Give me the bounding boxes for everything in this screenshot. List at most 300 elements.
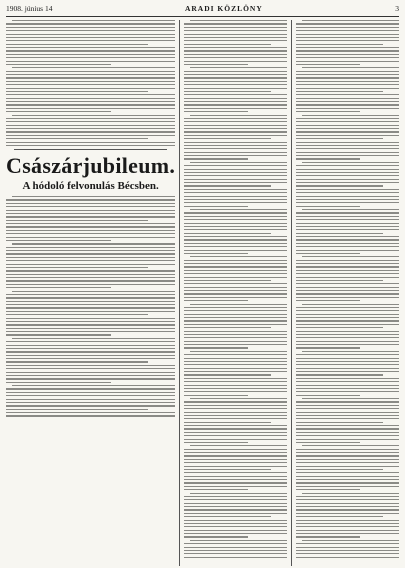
text-line <box>184 199 287 200</box>
text-line <box>302 20 399 21</box>
text-line <box>184 54 287 55</box>
text-line <box>184 44 270 45</box>
text-line <box>296 189 399 190</box>
text-line <box>6 355 175 356</box>
text-line <box>184 23 287 24</box>
text-line <box>184 155 287 156</box>
text-line <box>184 260 287 261</box>
text-line <box>184 253 248 254</box>
text-line <box>184 283 287 284</box>
text-line <box>6 328 175 329</box>
text-line <box>184 401 287 402</box>
text-line <box>184 148 287 149</box>
text-line <box>184 138 270 139</box>
text-line <box>6 351 175 352</box>
text-line <box>296 236 399 237</box>
column-left-upper-text <box>6 20 175 146</box>
text-line <box>6 372 175 373</box>
text-line <box>190 493 287 494</box>
text-line <box>184 425 287 426</box>
text-line <box>296 270 399 271</box>
text-line <box>296 391 399 392</box>
text-line <box>184 523 287 524</box>
text-line <box>296 415 399 416</box>
text-line <box>302 115 399 116</box>
text-line <box>296 250 399 251</box>
text-line <box>12 291 175 292</box>
text-line <box>184 101 287 102</box>
text-line <box>296 368 399 369</box>
text-line <box>296 172 399 173</box>
text-line <box>184 358 287 359</box>
text-line <box>296 148 399 149</box>
text-line <box>184 418 287 419</box>
text-line <box>184 287 287 288</box>
text-line <box>302 351 399 352</box>
text-line <box>296 553 399 554</box>
text-line <box>296 337 399 338</box>
text-line <box>6 388 175 389</box>
text-line <box>296 74 399 75</box>
text-line <box>302 540 399 541</box>
text-line <box>6 284 175 285</box>
text-line <box>296 185 382 186</box>
text-line <box>296 364 399 365</box>
text-line <box>6 121 175 122</box>
text-line <box>6 91 148 92</box>
text-line <box>184 98 287 99</box>
text-line <box>184 455 287 456</box>
text-line <box>296 455 399 456</box>
text-line <box>296 314 399 315</box>
text-line <box>296 405 399 406</box>
text-line <box>6 324 175 325</box>
text-line <box>6 415 175 416</box>
text-line <box>184 293 287 294</box>
text-line <box>190 304 287 305</box>
text-line <box>296 138 382 139</box>
text-line <box>184 202 287 203</box>
text-line <box>6 392 175 393</box>
text-line <box>184 391 287 392</box>
text-line <box>296 226 399 227</box>
text-line <box>184 482 287 483</box>
text-line <box>296 128 399 129</box>
text-line <box>184 452 287 453</box>
text-line <box>184 476 287 477</box>
text-line <box>296 121 399 122</box>
text-line <box>6 145 175 146</box>
text-line <box>184 226 287 227</box>
text-line <box>12 115 175 116</box>
text-line <box>184 219 287 220</box>
text-line <box>190 209 287 210</box>
text-line <box>190 398 287 399</box>
text-line <box>6 280 175 281</box>
text-line <box>296 111 360 112</box>
text-line <box>302 398 399 399</box>
text-line <box>6 334 111 335</box>
text-line <box>184 121 287 122</box>
text-line <box>6 247 175 248</box>
text-line <box>184 489 248 490</box>
text-line <box>184 270 287 271</box>
text-line <box>184 415 287 416</box>
text-line <box>296 341 399 342</box>
text-line <box>6 210 175 211</box>
text-line <box>184 74 287 75</box>
text-line <box>184 152 287 153</box>
text-line <box>184 310 287 311</box>
text-line <box>296 317 399 318</box>
text-line <box>6 203 175 204</box>
text-line <box>6 321 175 322</box>
text-line <box>184 435 287 436</box>
text-line <box>296 489 360 490</box>
text-line <box>6 318 175 319</box>
text-line <box>296 37 399 38</box>
text-line <box>296 374 382 375</box>
text-line <box>184 34 287 35</box>
text-line <box>184 327 270 328</box>
text-line <box>296 57 399 58</box>
text-line <box>296 293 399 294</box>
text-columns <box>6 20 399 566</box>
text-line <box>296 40 399 41</box>
text-line <box>6 94 175 95</box>
text-line <box>184 212 287 213</box>
text-line <box>184 550 287 551</box>
text-line <box>184 71 287 72</box>
text-line <box>6 226 175 227</box>
text-line <box>296 260 399 261</box>
text-line <box>190 115 287 116</box>
text-line <box>296 223 399 224</box>
text-line <box>296 550 399 551</box>
text-line <box>184 371 287 372</box>
text-line <box>6 250 175 251</box>
text-line <box>6 274 175 275</box>
text-line <box>6 267 148 268</box>
text-line <box>296 530 399 531</box>
text-line <box>296 135 399 136</box>
article-subheadline: A hódoló felvonulás Bécsben. <box>22 180 159 193</box>
column-right <box>296 20 399 566</box>
text-line <box>184 40 287 41</box>
text-line <box>296 557 399 558</box>
text-line <box>184 223 287 224</box>
text-line <box>184 442 248 443</box>
text-line <box>12 385 175 386</box>
text-line <box>184 320 287 321</box>
text-line <box>302 209 399 210</box>
text-line <box>184 108 287 109</box>
article-headline: Császárjubileum. <box>6 153 176 179</box>
issue-date: 1908. június 14 <box>6 4 53 13</box>
text-line <box>296 479 399 480</box>
text-line <box>296 54 399 55</box>
text-line <box>184 216 287 217</box>
text-line <box>296 523 399 524</box>
text-line <box>296 91 382 92</box>
text-line <box>184 557 287 558</box>
text-line <box>296 300 360 301</box>
text-line <box>190 256 287 257</box>
text-line <box>184 526 287 527</box>
text-line <box>296 428 399 429</box>
text-line <box>184 324 287 325</box>
text-line <box>6 314 148 315</box>
text-line <box>184 509 287 510</box>
text-line <box>184 536 248 537</box>
text-line <box>6 77 175 78</box>
text-line <box>296 506 399 507</box>
column-separator <box>291 20 292 566</box>
text-line <box>296 280 382 281</box>
text-line <box>296 246 399 247</box>
text-line <box>296 155 399 156</box>
text-line <box>6 84 175 85</box>
text-line <box>296 543 399 544</box>
text-line <box>296 219 399 220</box>
text-line <box>296 77 399 78</box>
column-separator <box>179 20 180 566</box>
text-line <box>296 216 399 217</box>
text-line <box>6 395 175 396</box>
text-line <box>296 503 399 504</box>
text-line <box>184 432 287 433</box>
text-line <box>6 37 175 38</box>
text-line <box>12 338 175 339</box>
text-line <box>184 131 287 132</box>
text-line <box>184 280 270 281</box>
text-line <box>184 37 287 38</box>
text-line <box>184 196 287 197</box>
text-line <box>296 277 399 278</box>
text-line <box>184 361 287 362</box>
text-line <box>12 67 175 68</box>
text-line <box>184 297 287 298</box>
column-left <box>6 20 175 566</box>
text-line <box>184 111 248 112</box>
text-line <box>296 476 399 477</box>
text-line <box>296 131 399 132</box>
text-line <box>184 428 287 429</box>
text-line <box>6 50 175 51</box>
text-line <box>296 422 382 423</box>
text-line <box>296 287 399 288</box>
text-line <box>296 536 360 537</box>
text-line <box>184 104 287 105</box>
text-line <box>184 364 287 365</box>
text-line <box>184 449 287 450</box>
text-line <box>296 30 399 31</box>
text-line <box>184 506 287 507</box>
text-line <box>6 216 175 217</box>
text-line <box>296 509 399 510</box>
text-line <box>296 192 399 193</box>
text-line <box>6 111 111 112</box>
text-line <box>6 375 175 376</box>
text-line <box>6 223 175 224</box>
text-line <box>296 442 360 443</box>
text-line <box>6 74 175 75</box>
column-middle <box>184 20 287 566</box>
text-line <box>296 101 399 102</box>
text-line <box>190 20 287 21</box>
text-line <box>184 94 287 95</box>
text-line <box>296 371 399 372</box>
text-line <box>6 365 175 366</box>
text-line <box>6 104 175 105</box>
text-line <box>6 220 148 221</box>
text-line <box>296 266 399 267</box>
text-line <box>296 344 399 345</box>
text-line <box>12 20 175 21</box>
text-line <box>190 540 287 541</box>
text-line <box>6 54 175 55</box>
text-line <box>6 40 175 41</box>
text-line <box>184 547 287 548</box>
text-line <box>296 290 399 291</box>
text-line <box>6 399 175 400</box>
text-line <box>6 277 175 278</box>
text-line <box>6 131 175 132</box>
text-line <box>184 239 287 240</box>
text-line <box>184 290 287 291</box>
text-line <box>6 138 148 139</box>
text-line <box>296 466 399 467</box>
text-line <box>184 331 287 332</box>
text-line <box>6 23 175 24</box>
text-line <box>296 412 399 413</box>
text-line <box>184 543 287 544</box>
text-line <box>184 405 287 406</box>
text-line <box>296 23 399 24</box>
text-line <box>184 530 287 531</box>
text-line <box>190 351 287 352</box>
text-line <box>184 317 287 318</box>
text-line <box>6 311 175 312</box>
text-line <box>296 439 399 440</box>
text-line <box>296 47 399 48</box>
text-line <box>6 64 111 65</box>
text-line <box>296 239 399 240</box>
text-line <box>184 50 287 51</box>
text-line <box>6 213 175 214</box>
text-line <box>302 493 399 494</box>
text-line <box>302 162 399 163</box>
text-line <box>296 158 360 159</box>
text-line <box>184 381 287 382</box>
text-line <box>296 449 399 450</box>
text-line <box>6 304 175 305</box>
text-line <box>6 382 111 383</box>
text-line <box>184 395 248 396</box>
text-line <box>296 432 399 433</box>
text-line <box>6 294 175 295</box>
text-line <box>184 472 287 473</box>
text-line <box>6 135 175 136</box>
text-line <box>6 297 175 298</box>
text-line <box>184 169 287 170</box>
text-line <box>6 361 148 362</box>
text-line <box>296 385 399 386</box>
text-line <box>296 520 399 521</box>
text-line <box>184 243 287 244</box>
text-line <box>6 81 175 82</box>
text-line <box>184 233 270 234</box>
text-line <box>6 34 175 35</box>
text-line <box>296 27 399 28</box>
text-line <box>184 513 287 514</box>
text-line <box>184 142 287 143</box>
text-line <box>296 395 360 396</box>
text-line <box>184 118 287 119</box>
text-line <box>184 374 270 375</box>
text-line <box>6 341 175 342</box>
text-line <box>184 466 287 467</box>
text-line <box>296 320 399 321</box>
text-line <box>6 253 175 254</box>
text-line <box>184 192 287 193</box>
text-line <box>184 503 287 504</box>
text-line <box>296 459 399 460</box>
text-line <box>296 331 399 332</box>
text-line <box>184 439 287 440</box>
text-line <box>184 236 287 237</box>
text-line <box>296 142 399 143</box>
text-line <box>296 84 399 85</box>
text-line <box>190 445 287 446</box>
text-line <box>302 445 399 446</box>
text-line <box>296 206 360 207</box>
text-line <box>296 482 399 483</box>
text-line <box>296 44 382 45</box>
text-line <box>184 499 287 500</box>
text-line <box>184 277 287 278</box>
text-line <box>296 516 382 517</box>
text-line <box>184 57 287 58</box>
text-line <box>296 307 399 308</box>
text-line <box>184 185 270 186</box>
text-line <box>296 486 399 487</box>
text-line <box>296 263 399 264</box>
text-line <box>6 101 175 102</box>
text-line <box>296 462 399 463</box>
text-line <box>6 378 175 379</box>
text-line <box>184 84 287 85</box>
text-line <box>296 108 399 109</box>
text-line <box>6 260 175 261</box>
masthead-title: ARADI KÖZLÖNY <box>184 4 263 13</box>
text-line <box>184 307 287 308</box>
text-line <box>184 516 270 517</box>
text-line <box>6 71 175 72</box>
text-line <box>296 81 399 82</box>
text-line <box>184 273 287 274</box>
text-line <box>296 98 399 99</box>
text-line <box>6 125 175 126</box>
text-line <box>296 358 399 359</box>
text-line <box>6 61 175 62</box>
text-line <box>296 324 399 325</box>
text-line <box>296 104 399 105</box>
running-head <box>6 4 399 14</box>
text-line <box>6 331 175 332</box>
text-line <box>184 354 287 355</box>
text-line <box>6 108 175 109</box>
